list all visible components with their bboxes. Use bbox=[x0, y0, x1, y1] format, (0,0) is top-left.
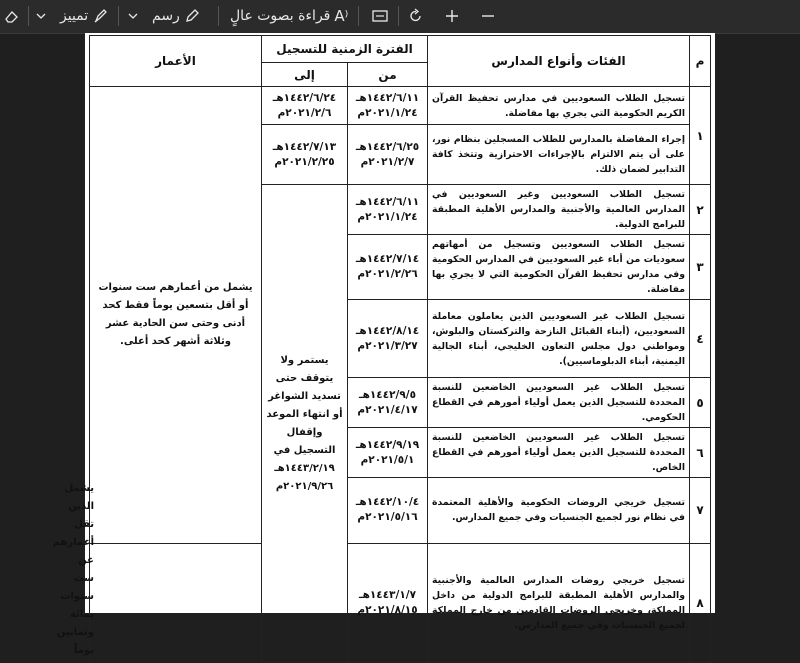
toolbar-divider bbox=[118, 6, 119, 26]
row-from-date: ١٤٤٢/٦/١١هـ ٢٠٢١/١/٢٤م bbox=[348, 185, 428, 235]
row-from-date: ١٤٤٢/٦/١١هـ ٢٠٢١/١/٢٤م bbox=[348, 87, 428, 125]
draw-label: رسم bbox=[152, 8, 180, 24]
read-aloud-label: قراءة بصوت عالٍ bbox=[230, 8, 331, 24]
row-category: تسجيل الطلاب السعوديين وتسجيل من أمهاتهم سعوديات من أباء غير السعوديين في المدارس الحكومية وفي مدارس تحفيظ القرآن الحكومية التي لا يجري بها مفاضلة. bbox=[428, 235, 690, 300]
eraser-icon bbox=[4, 8, 20, 24]
header-to: إلى bbox=[262, 63, 348, 87]
zoom-out-button[interactable] bbox=[480, 5, 496, 27]
registration-end-note: يستمر ولا يتوقف حتى تسديد الشواغر أو انتهاء الموعد وإقفال التسجيل في ١٤٤٣/٢/١٩هـ ٢٠٢١/٩/٢٦م bbox=[262, 185, 348, 663]
fit-page-icon bbox=[372, 9, 388, 23]
row-from-date: ١٤٤٢/٩/٥هـ ٢٠٢١/٤/١٧م bbox=[348, 378, 428, 428]
row-category: تسجيل الطلاب السعوديين في مدارس تحفيظ القرآن الكريم الحكومية التي يجري بها مفاضلة. bbox=[428, 87, 690, 125]
row-from-date: ١٤٤٢/٧/١٤هـ ٢٠٢١/٢/٢٦م bbox=[348, 235, 428, 300]
highlight-label: تمييز bbox=[60, 8, 89, 24]
row-number: ٤ bbox=[690, 300, 711, 378]
row-category: إجراء المفاضلة بالمدارس للطلاب المسجلين بنظام نور، على أن يتم الالتزام بالإجراءات الاحترازية وتتخذ كافة التدابير لضمان ذلك. bbox=[428, 125, 690, 185]
row-category: تسجيل الطلاب غير السعوديين الخاضعين للنسبة المحددة للتسجيل الذين يعمل أولياء أمورهم في القطاع الحكومي. bbox=[428, 378, 690, 428]
header-category: الفئات وأنواع المدارس bbox=[428, 36, 690, 87]
rotate-icon bbox=[408, 8, 424, 24]
row-number: ٨ bbox=[690, 543, 711, 662]
toolbar-divider bbox=[398, 6, 399, 26]
row-category: تسجيل خريجي روضات المدارس العالمية والأجنبية والمدارس الأهلية المطبقة للبرامج الدولية من داخل المملكة، وخريجي الروضات القادمين من خارج المملكة لجميع الجنسيات وفي جميع المدارس. bbox=[428, 543, 690, 662]
row-category: تسجيل الطلاب السعوديين وغير السعوديين في المدارس العالمية والأجنبية والمدارس الأهلية المطبقة للبرامج الدولية. bbox=[428, 185, 690, 235]
pdf-toolbar bbox=[0, 0, 800, 34]
toolbar-divider bbox=[218, 6, 219, 26]
draw-dropdown-button[interactable] bbox=[128, 5, 200, 27]
toolbar-divider bbox=[358, 6, 359, 26]
row-from-date: ١٤٤٢/١٠/٤هـ ٢٠٢١/٥/١٦م bbox=[348, 478, 428, 544]
row-category: تسجيل خريجي الروضات الحكومية والأهلية المعتمدة في نظام نور لجميع الجنسيات وفي جميع المدارس. bbox=[428, 478, 690, 544]
header-ages: الأعمار bbox=[90, 36, 262, 87]
row-to-date: ١٤٤٢/٦/٢٤هـ ٢٠٢١/٢/٦م bbox=[262, 87, 348, 125]
chevron-down-icon bbox=[128, 11, 138, 21]
eraser-button[interactable] bbox=[4, 5, 20, 27]
header-from: من bbox=[348, 63, 428, 87]
row-category: تسجيل الطلاب غير السعوديين الذين يعاملون معاملة السعوديين، (أبناء القبائل النازحة والتركستان والبلوش، ومواطني دول مجلس التعاون الخليجي، أبناء الجالية اليمنية، أبناء الدبلوماسيين). bbox=[428, 300, 690, 378]
row-number: ١ bbox=[690, 87, 711, 185]
row-to-date: ١٤٤٢/٧/١٣هـ ٢٠٢١/٢/٢٥م bbox=[262, 125, 348, 185]
minus-icon bbox=[480, 8, 496, 24]
row-from-date: ١٤٤٢/٦/٢٥هـ ٢٠٢١/٢/٧م bbox=[348, 125, 428, 185]
row-number: ٧ bbox=[690, 478, 711, 544]
highlight-dropdown-button[interactable] bbox=[36, 5, 108, 27]
fit-page-button[interactable] bbox=[372, 5, 388, 27]
age-group-1: يشمل من أعمارهم ست سنوات أو أقل بتسعين يوماً فقط كحد أدنى وحتى سن الحادية عشر وثلاثة أشهر كحد أعلى. bbox=[90, 87, 262, 544]
highlighter-icon bbox=[92, 8, 108, 24]
toolbar-divider bbox=[28, 6, 29, 26]
document-page bbox=[52, 33, 715, 656]
header-period: الفترة الزمنية للتسجيل bbox=[262, 36, 428, 63]
read-aloud-icon: A⁾ bbox=[334, 7, 349, 25]
chevron-down-icon bbox=[36, 11, 46, 21]
row-number: ٢ bbox=[690, 185, 711, 235]
registration-table: م الفئات وأنواع المدارس الفترة الزمنية للتسجيل الأعمار من إلى ١ تسجيل الطلاب السعوديين في مدارس تحفيظ القرآن الكريم الحكومية التي يجري بها مفاضلة. ١٤٤٢/٦/١١هـ ٢٠٢١/١/٢٤م ١٤٤٢/٦/٢٤هـ ٢٠٢١/٢/٦م يشمل من أعمارهم ست سنوات أو أقل بتسعين يوماً فقط كحد أدنى وحتى سن الحادية عشر وثلاثة أشهر كحد أعلى. إجراء المفاضلة بالمدارس للطلاب المسجلين بنظام نور، على أن يتم الالتزام بالإجراءات الاحترازية وتتخذ كافة التدابير لضمان ذلك. ١٤٤٢/٦/٢٥هـ ٢٠٢١/٢/٧م ١٤٤٢/٧/١٣هـ ٢٠٢١/٢/٢٥م ٢ تسجيل الطلاب السعوديين وغير السعوديين في المدارس العالمية والأجنبية والمدارس الأهلية المطبقة للبرامج الدولية. ١٤٤٢/٦/١١هـ ٢٠٢١/١/٢٤م يستمر ولا يتوقف حتى تسديد الشواغر أو انتهاء الموعد وإقفال التسجيل في ١٤٤٣/٢/١٩هـ ٢٠٢١/٩/٢٦م ٣ تسجيل الطلاب السعوديين وتسجيل من أمهاتهم سعوديات من أباء غير السعوديين في المدارس الحكومية وفي مدارس تحفيظ القرآن الحكومية التي لا يجري بها مفاضلة. ١٤٤٢/٧/١٤هـ ٢٠٢١/٢/٢٦م ٤ تسجيل الطلاب غير السعوديين الذين يعاملون معاملة السعوديين، (أبناء القبائل النازحة والتركستان والبلوش، ومواطني دول مجلس التعاون الخليجي، أبناء الجالية اليمنية، أبناء الدبلوماسيين). ١٤٤٢/٨/١٤هـ ٢٠٢١/٣/٢٧م ٥ تسجيل الطلاب غير السعوديين الخاضعين للنسبة المحددة للتسجيل الذين يعمل أولياء أمورهم في القطاع الحكومي. ١٤٤٢/٩/٥هـ ٢٠٢١/٤/١٧م ٦ تسجيل الطلاب غير السعوديين الخاضعين للنسبة المحددة للتسجيل الذين يعمل أولياء أمورهم في القطاع الخاص. ١٤٤٢/٩/١٩هـ ٢٠٢١/٥/١م ٧ تسجيل خريجي الروضات الحكومية والأهلية المعتمدة في نظام نور لجميع الجنسيات وفي جميع المدارس. ١٤٤٢/١٠/٤هـ ٢٠٢١/٥/١٦م يشمل الذين تقل أعمارهم عن ست سنوات بمائة وثمانين يوماً ٨ تسجيل خريجي روضات المدارس العالمية والأجنبية والمدارس الأهلية المطبقة للبرامج الدولية من داخل المملكة، وخريجي الروضات القادمين من خارج المملكة لجميع الجنسيات وفي جميع المدارس. ١٤٤٣/١/٧هـ ٢٠٢١/٨/١٥م bbox=[89, 35, 711, 663]
pen-icon bbox=[184, 8, 200, 24]
rotate-button[interactable] bbox=[408, 5, 424, 27]
row-category: تسجيل الطلاب غير السعوديين الخاضعين للنسبة المحددة للتسجيل الذين يعمل أولياء أمورهم في القطاع الخاص. bbox=[428, 428, 690, 478]
row-from-date: ١٤٤٢/٨/١٤هـ ٢٠٢١/٣/٢٧م bbox=[348, 300, 428, 378]
plus-icon bbox=[444, 8, 460, 24]
row-from-date: ١٤٤٢/٩/١٩هـ ٢٠٢١/٥/١م bbox=[348, 428, 428, 478]
read-aloud-button[interactable] bbox=[230, 5, 348, 27]
zoom-in-button[interactable] bbox=[444, 5, 460, 27]
row-number: ٣ bbox=[690, 235, 711, 300]
row-number: ٦ bbox=[690, 428, 711, 478]
header-num: م bbox=[690, 36, 711, 87]
row-from-date: ١٤٤٣/١/٧هـ ٢٠٢١/٨/١٥م bbox=[348, 543, 428, 662]
row-number: ٥ bbox=[690, 378, 711, 428]
